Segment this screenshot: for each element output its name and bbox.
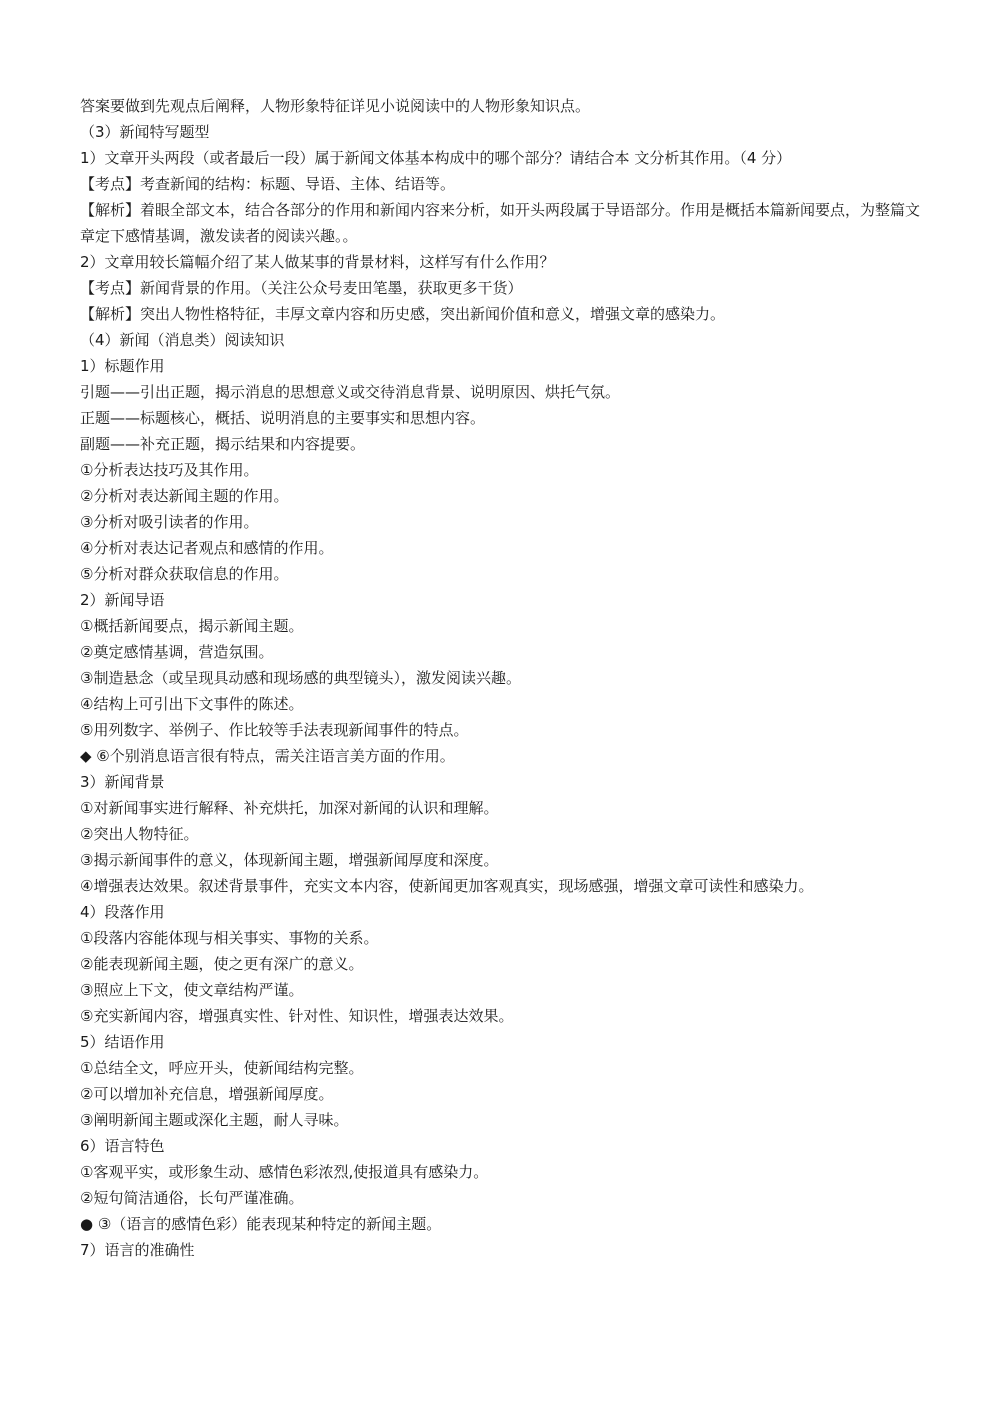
subsection-heading: 5）结语作用 [80, 1033, 165, 1051]
section-heading: （3）新闻特写题型 [80, 123, 210, 141]
list-item: ②奠定感情基调，营造氛围。 [80, 643, 274, 661]
list-item: ②突出人物特征。 [80, 825, 199, 843]
list-item: ①总结全文，呼应开头，使新闻结构完整。 [80, 1059, 364, 1077]
list-item: ③分析对吸引读者的作用。 [80, 513, 259, 531]
jiexi-line: 【解析】着眼全部文本，结合各部分的作用和新闻内容来分析，如开头两段属于导语部分。作用是概括本篇新闻要点，为整篇文章定下感情基调，激发读者的阅读兴趣。。 [80, 201, 921, 245]
list-item: ③照应上下文，使文章结构严谨。 [80, 981, 304, 999]
subsection-heading: 3）新闻背景 [80, 773, 165, 791]
kaodian-line: 【考点】新闻背景的作用。（关注公众号麦田笔墨，获取更多干货） [80, 279, 523, 297]
question-line: 1）文章开头两段（或者最后一段）属于新闻文体基本构成中的哪个部分？请结合本 文分析其作用。（4 分） [80, 149, 792, 167]
section-heading: （4）新闻（消息类）阅读知识 [80, 331, 285, 349]
list-item: ②能表现新闻主题，使之更有深广的意义。 [80, 955, 364, 973]
subsection-heading: 7）语言的准确性 [80, 1241, 195, 1259]
jiexi-line: 【解析】突出人物性格特征，丰厚文章内容和历史感，突出新闻价值和意义，增强文章的感染力。 [80, 305, 726, 323]
list-item: ⑤充实新闻内容，增强真实性、针对性、知识性，增强表达效果。 [80, 1007, 514, 1025]
subsection-heading: 4）段落作用 [80, 903, 165, 921]
list-item: ⑤用列数字、举例子、作比较等手法表现新闻事件的特点。 [80, 721, 469, 739]
list-item: ④增强表达效果。叙述背景事件，充实文本内容，使新闻更加客观真实，现场感强，增强文章可读性和感染力。 [80, 877, 814, 895]
list-item: ◆ ⑥个别消息语言很有特点，需关注语言美方面的作用。 [80, 747, 455, 765]
subsection-heading: 1）标题作用 [80, 357, 165, 375]
list-item: ②分析对表达新闻主题的作用。 [80, 487, 289, 505]
list-item: ②短句简洁通俗，长句严谨准确。 [80, 1189, 304, 1207]
text-line: 副题——补充正题，揭示结果和内容提要。 [80, 435, 366, 453]
list-item: ①段落内容能体现与相关事实、事物的关系。 [80, 929, 379, 947]
document-page [80, 93, 920, 1263]
text-line: 引题——引出正题，揭示消息的思想意义或交待消息背景、说明原因、烘托气氛。 [80, 383, 621, 401]
subsection-heading: 2）新闻导语 [80, 591, 165, 609]
list-item: ②可以增加补充信息，增强新闻厚度。 [80, 1085, 334, 1103]
list-item: ①分析表达技巧及其作用。 [80, 461, 259, 479]
list-item: ③阐明新闻主题或深化主题，耐人寻味。 [80, 1111, 349, 1129]
list-item: ③揭示新闻事件的意义，体现新闻主题，增强新闻厚度和深度。 [80, 851, 499, 869]
subsection-heading: 6）语言特色 [80, 1137, 165, 1155]
question-line: 2）文章用较长篇幅介绍了某人做某事的背景材料，这样写有什么作用？ [80, 253, 555, 271]
text-line: 正题——标题核心，概括、说明消息的主要事实和思想内容。 [80, 409, 486, 427]
list-item: ①对新闻事实进行解释、补充烘托，加深对新闻的认识和理解。 [80, 799, 499, 817]
text-line: 答案要做到先观点后阐释，人物形象特征详见小说阅读中的人物形象知识点。 [80, 97, 591, 115]
list-item: ⑤分析对群众获取信息的作用。 [80, 565, 289, 583]
list-item: ③制造悬念（或呈现具动感和现场感的典型镜头），激发阅读兴趣。 [80, 669, 521, 687]
list-item: ①概括新闻要点，揭示新闻主题。 [80, 617, 304, 635]
kaodian-line: 【考点】考查新闻的结构：标题、导语、主体、结语等。 [80, 175, 456, 193]
list-item: ④分析对表达记者观点和感情的作用。 [80, 539, 334, 557]
list-item: ④结构上可引出下文事件的陈述。 [80, 695, 304, 713]
list-item: ● ③（语言的感情色彩）能表现某种特定的新闻主题。 [80, 1215, 442, 1233]
list-item: ①客观平实，或形象生动、感情色彩浓烈,使报道具有感染力。 [80, 1163, 489, 1181]
